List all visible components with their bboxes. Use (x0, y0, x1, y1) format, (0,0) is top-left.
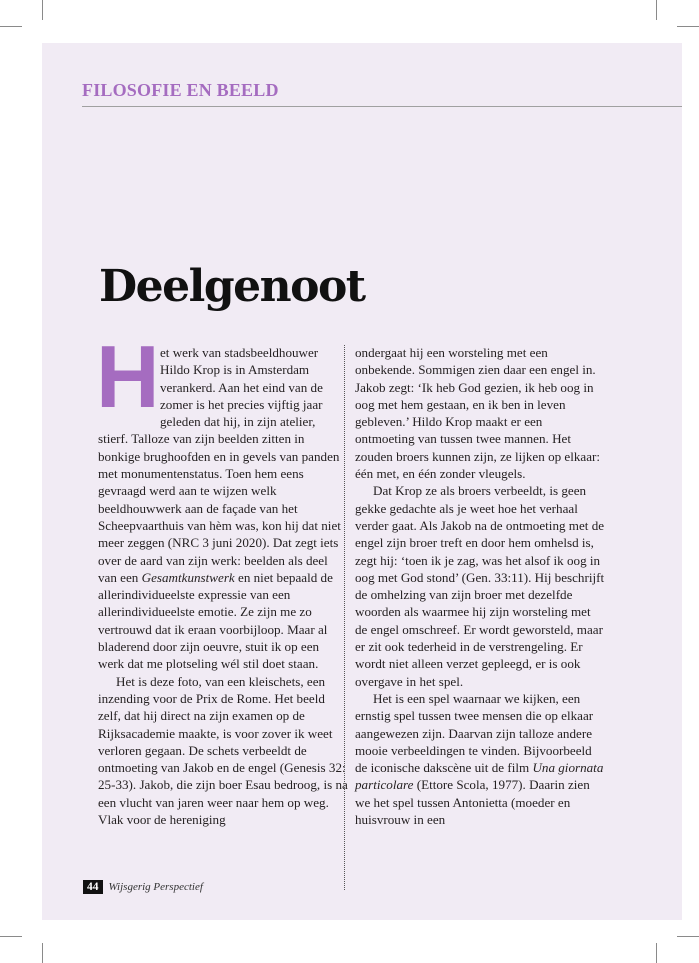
paragraph: Het werk van stadsbeeldhouwer Hildo Krop is in Amsterdam verankerd. Aan het eind van de zomer is het precies vijftig jaar geleden dat hij, in zijn atelier, stierf. Talloze van zijn beelden zitten in bonkige brughoofden en in gevels van panden met monumentenstatus. Toen hem eens gevraagd werd aan te wijzen welk beeldhouwwerk aan de façade van het Scheepvaarthuis van hèm was, kon hij dat niet meer zeggen (NRC 3 juni 2020). Dat zegt iets over de aard van zijn werk: beelden als deel van een Gesamtkunstwerk en niet bepaald de allerindividueelste expressie van een allerindividueelste emotie. Ze zijn me zo vertrouwd dat ik eraan voorbijloop. Maar al bladerend door zijn oeuvre, stuit ik op een werk dat me plotseling wél stil doet staan. (96, 327, 341, 672)
crop-mark (0, 936, 22, 937)
paragraph: ondergaat hij een worsteling met een onbekende. Sommigen zien daar een engel in. Jakob zegt: ‘Ik heb God gezien, ik heb oog in oog met hem gestaan, en ik ben in leven gebleven.’ Hildo Krop maakt er een ontmoeting van tussen twee mannen. Het zouden broers kunnen zijn, ze lijken op elkaar: één met, en één zonder vleugels. (355, 345, 601, 482)
crop-mark (677, 26, 699, 27)
magazine-page (42, 43, 682, 920)
left-column (96, 327, 348, 828)
drop-cap: H (96, 327, 160, 426)
header-rule (82, 106, 682, 107)
article-title: Deelgenoot (99, 261, 365, 312)
crop-mark (0, 26, 22, 27)
right-column (355, 344, 605, 828)
crop-mark (656, 0, 657, 20)
section-heading: FILOSOFIE EN BEELD (82, 80, 279, 100)
paragraph: Het is deze foto, van een kleischets, een inzending voor de Prix de Rome. Het beeld zelf, dat hij direct na zijn examen op de Rijksacademie maakte, is voor zover ik weet verloren gegaan. De schets verbeeldt de ontmoeting van Jakob en de engel (Genesis 32: 25-33). Jakob, die zijn boer Esau bedroog, is na een vlucht van jaren weer naar hem op weg. Vlak voor de hereniging (98, 673, 348, 828)
emphasis: Una giornata particolare (355, 760, 604, 793)
paragraph: Dat Krop ze als broers verbeeldt, is geen gekke gedachte als je weet hoe het verhaal verder gaat. Als Jakob na de ontmoeting met de engel zijn broer treft en door hem omhelsd is, zegt hij: ‘toen ik je zag, was het alsof ik oog in oog met God stond’ (Gen. 33:11). Hij beschrijft de omhelzing van zijn broer met dezelfde woorden als waarmee hij zijn worsteling met de engel omschreef. Er wordt geworsteld, maar er zit ook tederheid in de verstrengeling. Er wordt niet alleen verzet gepleegd, er is ook overgave in het spel. (355, 483, 605, 689)
crop-mark (677, 936, 699, 937)
column-divider (344, 345, 345, 890)
paragraph: Het is een spel waarnaar we kijken, een ernstig spel tussen twee mensen die op elkaar aangewezen zijn. Daarvan zijn talloze andere mooie verbeeldingen te vinden. Bijvoorbeeld de iconische dakscène uit de film Una giornata particolare (Ettore Scola, 1977). Daarin zien we het spel tussen Antonietta (moeder en huisvrouw in een (355, 690, 604, 828)
page-footer (83, 879, 203, 894)
crop-mark (42, 0, 43, 20)
journal-name: Wijsgerig Perspectief (108, 880, 203, 893)
page-number: 44 (83, 880, 103, 894)
emphasis: Gesamtkunstwerk (141, 569, 235, 585)
crop-mark (42, 943, 43, 963)
crop-mark (656, 943, 657, 963)
